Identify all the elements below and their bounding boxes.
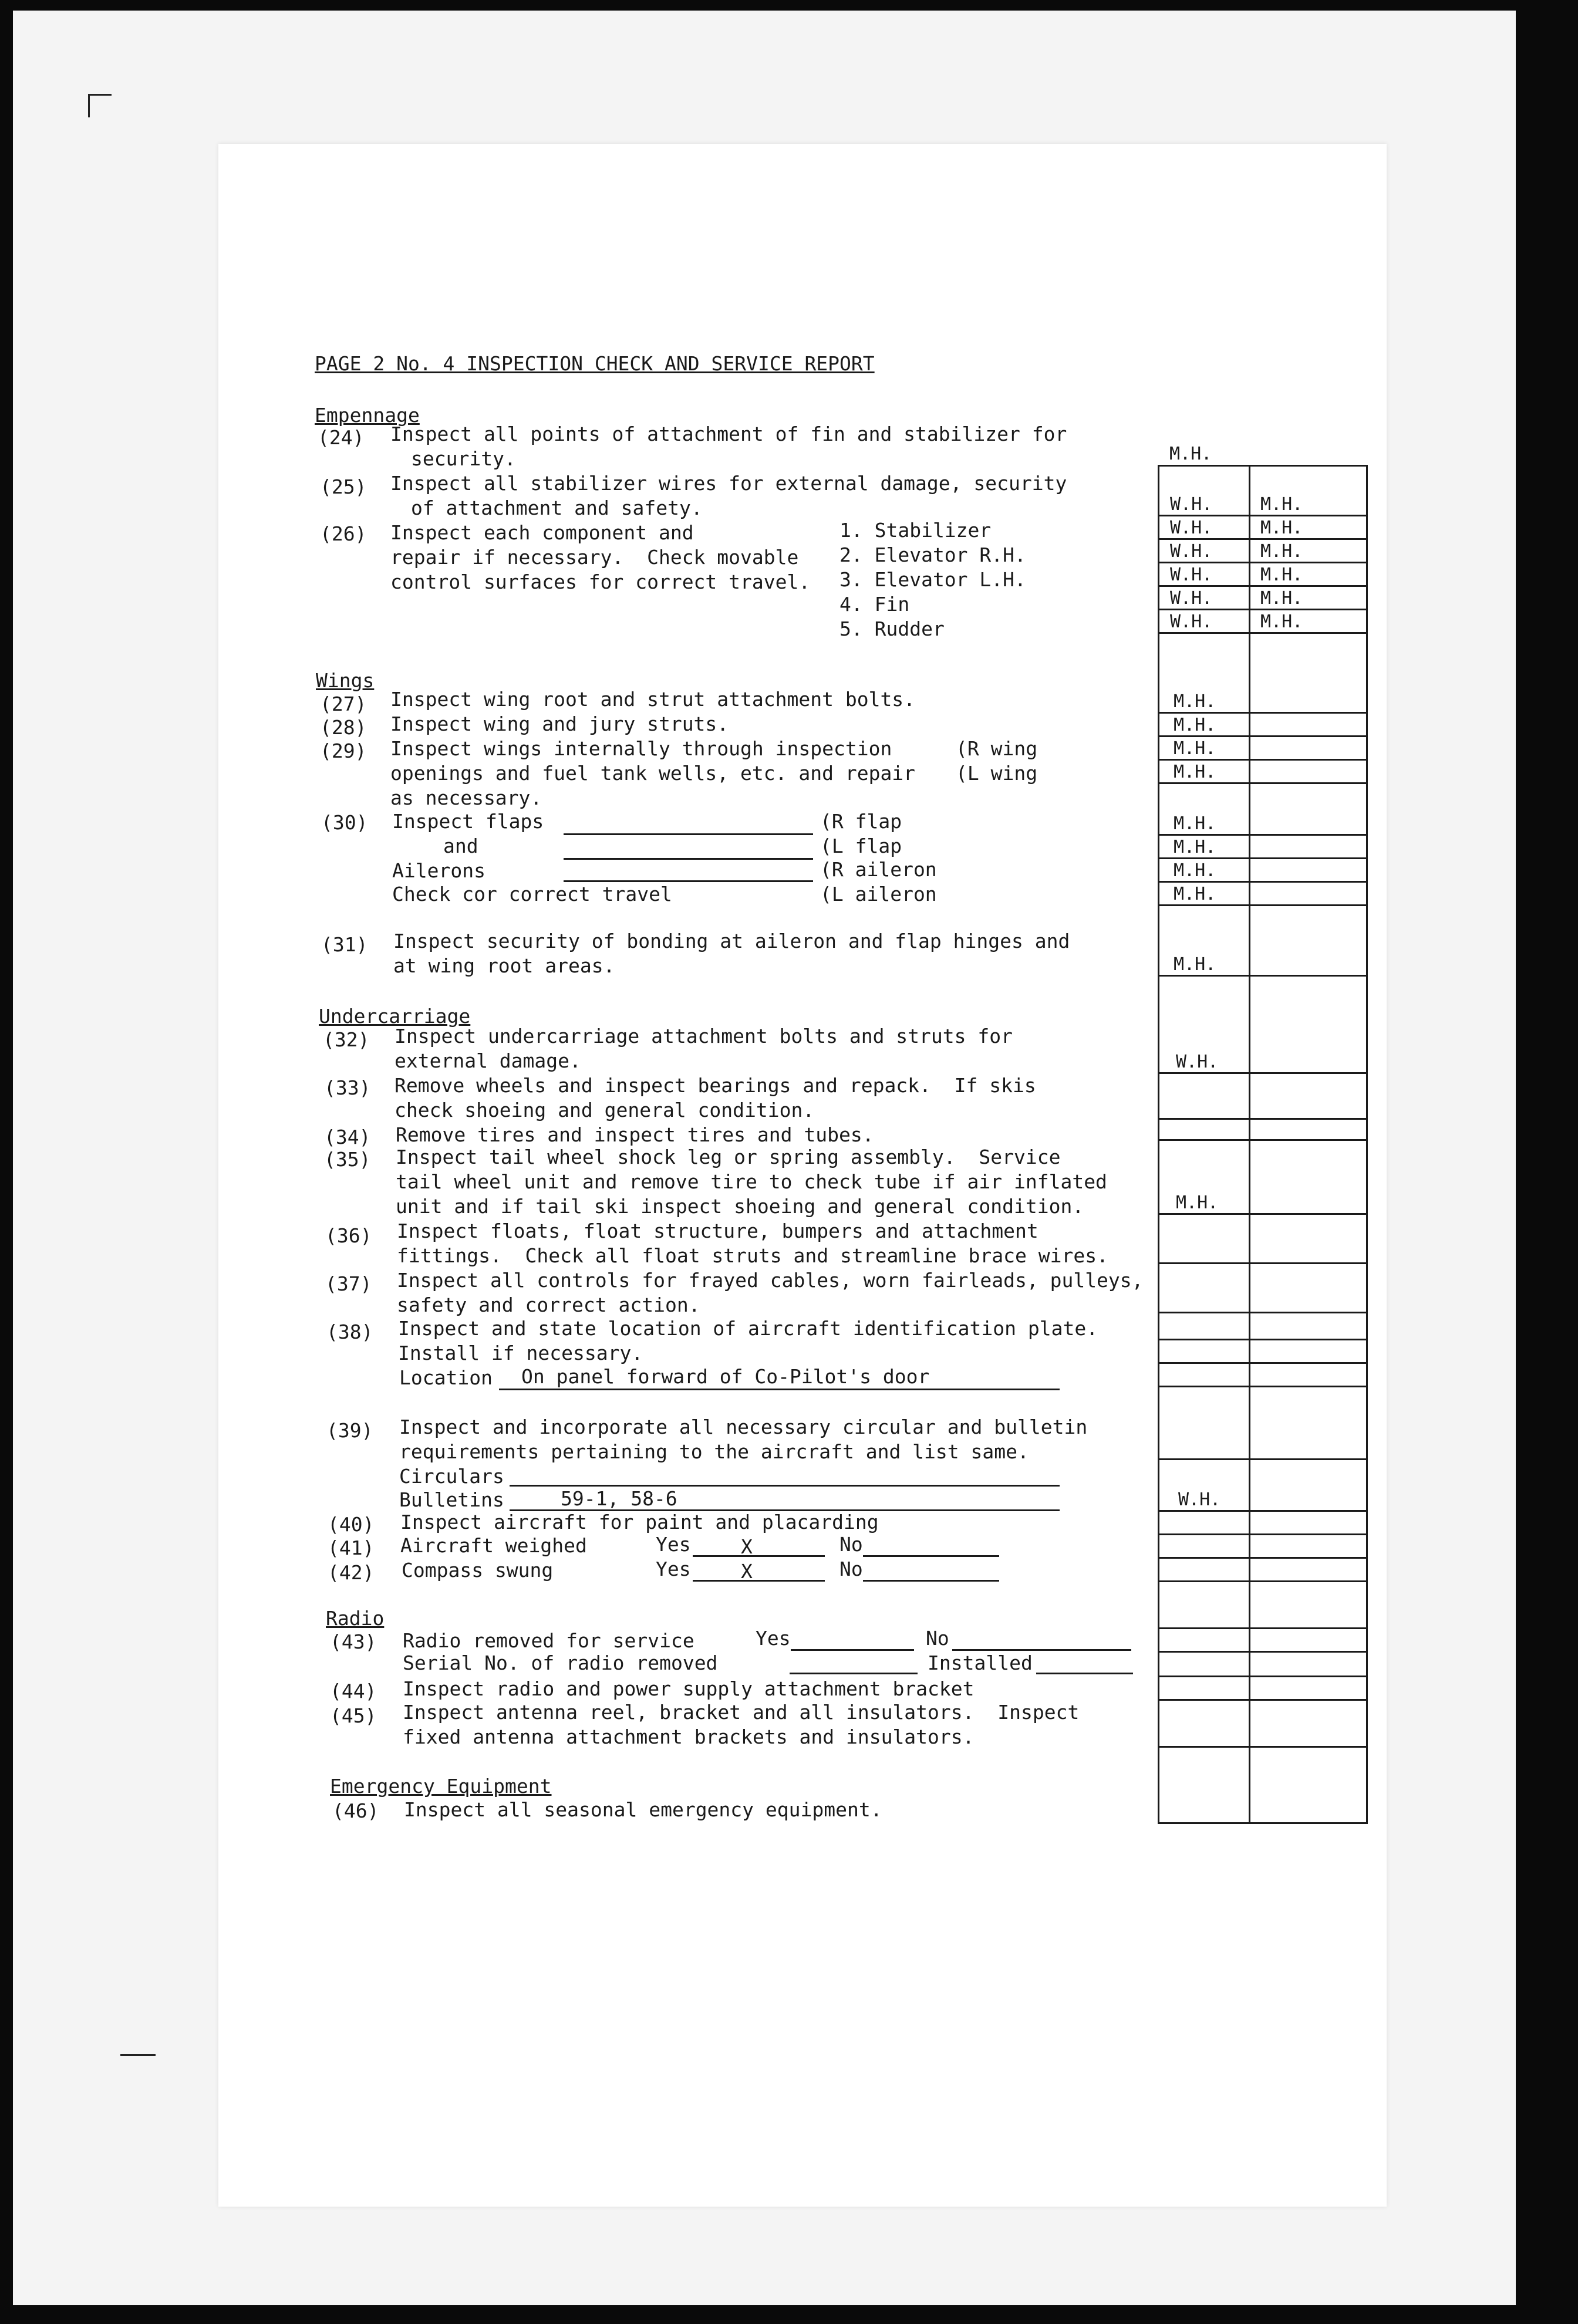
grid-cell-29-a: M.H.: [1174, 738, 1216, 759]
section-radio: Radio: [326, 1607, 385, 1630]
grid-row-line: [1159, 538, 1366, 540]
item-37-line2: safety and correct action.: [397, 1293, 700, 1316]
grid-cell-27: M.H.: [1174, 691, 1216, 712]
item-24-number: (24): [318, 426, 365, 449]
item-30-line4: Check cor correct travel: [392, 883, 672, 906]
item-43-no-line: [952, 1649, 1131, 1651]
grid-cell-26-4-b: M.H.: [1260, 588, 1303, 609]
grid-row-line: [1159, 1262, 1366, 1264]
grid-cell-39: W.H.: [1178, 1489, 1221, 1510]
item-29-line2: openings and fuel tank wells, etc. and repair: [390, 762, 916, 785]
item-35-line3: unit and if tail ski inspect shoeing and general condition.: [396, 1195, 1084, 1218]
item-39-bulletins-value: 59-1, 58-6: [561, 1487, 677, 1510]
item-39-line1: Inspect and incorporate all necessary circular and bulletin: [399, 1416, 1088, 1438]
item-29-number: (29): [320, 739, 367, 762]
item-31-number: (31): [321, 933, 368, 956]
item-38-location-label: Location: [399, 1366, 493, 1389]
item-46-line1: Inspect all seasonal emergency equipment.: [404, 1798, 882, 1821]
grid-cell-30-a: M.H.: [1174, 813, 1216, 834]
item-43-line1: Radio removed for service: [403, 1629, 694, 1652]
item-38-location-line: [499, 1389, 1060, 1390]
item-36-line2: fittings. Check all float struts and streamline brace wires.: [397, 1244, 1108, 1267]
item-43-yes-line: [791, 1649, 914, 1651]
grid-cell-26-3-b: M.H.: [1260, 565, 1303, 585]
item-41-yes-line: [693, 1555, 825, 1557]
item-30-line2: and: [443, 835, 478, 857]
item-35-line2: tail wheel unit and remove tire to check tube if air inflated: [396, 1170, 1107, 1193]
grid-row-line: [1159, 1458, 1366, 1460]
grid-cell-32: W.H.: [1176, 1052, 1219, 1072]
grid-row-line: [1159, 1651, 1366, 1653]
item-26-line3: control surfaces for correct travel.: [390, 570, 811, 593]
grid-row-line: [1159, 735, 1366, 737]
item-31-line2: at wing root areas.: [393, 954, 615, 977]
grid-column-divider: [1249, 467, 1250, 1822]
grid-row-line: [1159, 1213, 1366, 1215]
item-42-yes: Yes: [656, 1558, 691, 1580]
grid-row-line: [1159, 904, 1366, 906]
item-24-line2: security.: [411, 447, 516, 470]
item-43-yes: Yes: [756, 1627, 791, 1650]
grid-cell-26-1-a: W.H.: [1170, 518, 1213, 538]
item-42-no-line: [863, 1580, 999, 1582]
item-41-no: No: [839, 1533, 863, 1556]
item-34-number: (34): [324, 1126, 371, 1149]
item-42-line1: Compass swung: [402, 1559, 554, 1582]
item-45-number: (45): [330, 1704, 377, 1727]
item-29-left-wing: (L wing: [956, 762, 1038, 785]
item-39-circulars-label: Circulars: [399, 1465, 504, 1488]
section-undercarriage: Undercarriage: [319, 1005, 471, 1028]
item-26-part-4: 4. Fin: [839, 593, 910, 616]
item-27-line1: Inspect wing root and strut attachment bolts.: [390, 688, 916, 711]
grid-row-line: [1159, 1580, 1366, 1582]
grid-row-line: [1159, 1362, 1366, 1364]
item-38-number: (38): [326, 1320, 373, 1343]
item-26-part-1: 1. Stabilizer: [839, 519, 992, 542]
item-30-line3: Ailerons: [392, 859, 485, 882]
grid-cell-25-b: M.H.: [1260, 494, 1303, 515]
item-24-line1: Inspect all points of attachment of fin and stabilizer for: [390, 423, 1067, 445]
grid-row-line: [1159, 1072, 1366, 1074]
item-26-part-5: 5. Rudder: [839, 617, 945, 640]
item-42-no: No: [839, 1558, 863, 1580]
item-43-number: (43): [330, 1630, 377, 1653]
item-28-number: (28): [320, 716, 367, 739]
item-31-line1: Inspect security of bonding at aileron and flap hinges and: [393, 930, 1070, 952]
grid-row-line: [1159, 1118, 1366, 1120]
item-35-line1: Inspect tail wheel shock leg or spring assembly. Service: [396, 1146, 1061, 1168]
item-41-number: (41): [328, 1536, 375, 1559]
item-25-number: (25): [320, 475, 367, 498]
grid-row-line: [1159, 1339, 1366, 1340]
item-45-line1: Inspect antenna reel, bracket and all insulators. Inspect: [403, 1701, 1080, 1724]
grid-cell-26-3-a: W.H.: [1170, 565, 1213, 585]
grid-row-line: [1159, 975, 1366, 977]
item-30-right-aileron: (R aileron: [820, 858, 937, 881]
grid-row-line: [1159, 1312, 1366, 1313]
item-26-part-3: 3. Elevator L.H.: [839, 568, 1026, 591]
item-25-line1: Inspect all stabilizer wires for external damage, security: [390, 472, 1067, 495]
grid-cell-25-a: W.H.: [1170, 494, 1213, 515]
item-30-line1: Inspect flaps: [392, 810, 544, 833]
item-32-number: (32): [323, 1028, 370, 1051]
item-32-line2: external damage.: [394, 1049, 581, 1072]
item-36-line1: Inspect floats, float structure, bumpers and attachment: [397, 1220, 1038, 1242]
item-42-yes-line: [693, 1580, 825, 1582]
page-title: PAGE 2 No. 4 INSPECTION CHECK AND SERVICE REPORT: [315, 352, 875, 375]
grid-row-line: [1159, 1510, 1366, 1512]
item-29-right-wing: (R wing: [956, 737, 1038, 760]
grid-cell-26-5-b: M.H.: [1260, 612, 1303, 632]
item-32-line1: Inspect undercarriage attachment bolts and struts for: [394, 1025, 1013, 1048]
item-43-serial-line: [790, 1673, 918, 1674]
item-33-line2: check shoeing and general condition.: [394, 1099, 815, 1122]
item-43-installed-line: [1036, 1673, 1133, 1674]
grid-cell-30-d: M.H.: [1174, 884, 1216, 904]
item-29-line1: Inspect wings internally through inspection: [390, 737, 892, 760]
item-45-line2: fixed antenna attachment brackets and insulators.: [403, 1725, 975, 1748]
item-29-line3: as necessary.: [390, 786, 542, 809]
grid-row-line: [1159, 562, 1366, 563]
item-39-number: (39): [326, 1419, 373, 1442]
grid-top-label: M.H.: [1169, 444, 1212, 464]
grid-row-line: [1159, 632, 1366, 634]
item-43-no: No: [926, 1627, 949, 1650]
item-30-ailerons-blank: [564, 880, 813, 882]
grid-row-line: [1159, 857, 1366, 859]
grid-row-line: [1159, 712, 1366, 714]
item-42-mark: X: [741, 1560, 753, 1583]
grid-row-line: [1159, 1557, 1366, 1559]
item-43-line2: Serial No. of radio removed: [403, 1651, 718, 1674]
grid-cell-26-2-b: M.H.: [1260, 541, 1303, 562]
grid-row-line: [1159, 782, 1366, 784]
grid-row-line: [1159, 609, 1366, 610]
item-39-bulletins-label: Bulletins: [399, 1488, 504, 1511]
item-30-right-flap: (R flap: [820, 810, 902, 833]
grid-cell-26-5-a: W.H.: [1170, 612, 1213, 632]
item-37-line1: Inspect all controls for frayed cables, worn fairleads, pulleys,: [397, 1269, 1144, 1292]
grid-row-line: [1159, 1699, 1366, 1701]
grid-cell-35: M.H.: [1176, 1193, 1219, 1213]
grid-cell-26-2-a: W.H.: [1170, 541, 1213, 562]
grid-cell-31: M.H.: [1174, 954, 1216, 975]
grid-row-line: [1159, 759, 1366, 761]
grid-row-line: [1159, 1386, 1366, 1387]
item-34-line1: Remove tires and inspect tires and tubes.: [396, 1123, 874, 1146]
item-38-line1: Inspect and state location of aircraft identification plate.: [398, 1317, 1098, 1340]
item-26-part-2: 2. Elevator R.H.: [839, 543, 1026, 566]
item-38-line2: Install if necessary.: [398, 1342, 643, 1364]
grid-row-line: [1159, 1676, 1366, 1677]
grid-row-line: [1159, 515, 1366, 516]
grid-cell-30-b: M.H.: [1174, 837, 1216, 857]
item-40-line1: Inspect aircraft for paint and placarding: [400, 1511, 879, 1533]
grid-cell-26-1-b: M.H.: [1260, 518, 1303, 538]
grid-row-line: [1159, 1533, 1366, 1535]
section-empennage: Empennage: [315, 404, 420, 427]
item-39-line2: requirements pertaining to the aircraft and list same.: [399, 1440, 1029, 1463]
item-41-no-line: [863, 1555, 999, 1557]
grid-cell-30-c: M.H.: [1174, 860, 1216, 881]
grid-row-line: [1159, 1746, 1366, 1748]
item-30-flaps-blank-2: [564, 858, 813, 860]
grid-cell-29-b: M.H.: [1174, 762, 1216, 782]
item-43-installed: Installed: [928, 1651, 1033, 1674]
item-30-flaps-blank: [564, 833, 813, 835]
item-28-line1: Inspect wing and jury struts.: [390, 712, 729, 735]
item-30-left-aileron: (L aileron: [820, 883, 937, 906]
item-35-number: (35): [324, 1148, 371, 1171]
item-42-number: (42): [328, 1561, 375, 1584]
item-33-number: (33): [324, 1076, 371, 1099]
check-grid: [1158, 465, 1368, 1824]
item-33-line1: Remove wheels and inspect bearings and repack. If skis: [394, 1074, 1036, 1097]
item-46-number: (46): [332, 1799, 379, 1822]
grid-cell-26-4-a: W.H.: [1170, 588, 1213, 609]
grid-row-line: [1159, 1627, 1366, 1629]
item-44-number: (44): [330, 1680, 377, 1703]
grid-row-line: [1159, 881, 1366, 883]
item-30-number: (30): [321, 811, 368, 834]
item-26-line1: Inspect each component and: [390, 521, 694, 544]
grid-row-line: [1159, 585, 1366, 587]
item-39-circulars-line: [510, 1485, 1060, 1487]
item-44-line1: Inspect radio and power supply attachment bracket: [403, 1677, 975, 1700]
item-27-number: (27): [320, 693, 367, 715]
item-40-number: (40): [328, 1513, 375, 1536]
section-emergency-equipment: Emergency Equipment: [330, 1775, 552, 1798]
item-38-location-value: On panel forward of Co-Pilot's door: [521, 1365, 930, 1388]
item-41-yes: Yes: [656, 1533, 691, 1556]
item-41-mark: X: [741, 1535, 753, 1558]
item-26-number: (26): [320, 522, 367, 545]
grid-cell-28: M.H.: [1174, 715, 1216, 735]
item-25-line2: of attachment and safety.: [411, 496, 703, 519]
item-30-left-flap: (L flap: [820, 835, 902, 857]
item-26-line2: repair if necessary. Check movable: [390, 546, 799, 569]
section-wings: Wings: [316, 669, 375, 692]
item-36-number: (36): [325, 1224, 372, 1247]
grid-row-line: [1159, 1139, 1366, 1141]
grid-row-line: [1159, 834, 1366, 836]
item-37-number: (37): [325, 1272, 372, 1295]
item-41-line1: Aircraft weighed: [400, 1534, 587, 1557]
